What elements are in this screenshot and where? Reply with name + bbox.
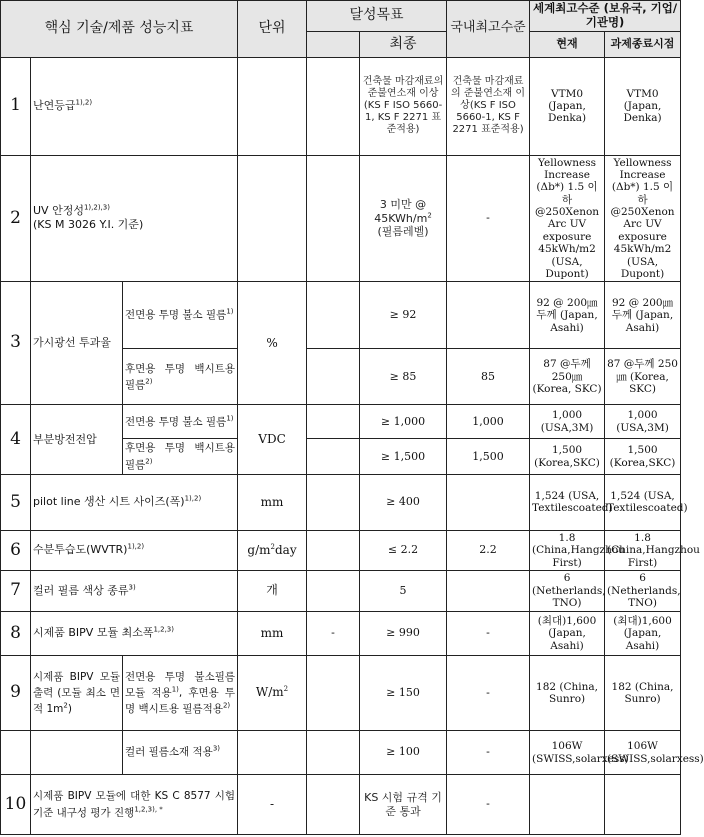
world-current-value: 87 @두께 250㎛ (Korea, SKC) <box>530 349 605 405</box>
unit-cell: $W/m^2$ <box>238 656 307 731</box>
domestic-value: - <box>447 612 530 656</box>
world-current-value: 1,000 (USA,3M) <box>530 405 605 439</box>
world-current-value <box>530 775 605 835</box>
sub-metric: 후면용 투명 백시트용 필름$^{2)}$ <box>123 349 238 405</box>
world-end-value: 1,000 (USA,3M) <box>605 405 681 439</box>
target-value: ≤ 2.2 <box>360 530 447 570</box>
world-current-value: VTM0 (Japan, Denka) <box>530 57 605 155</box>
target-value: ≥ 1,000 <box>360 405 447 439</box>
target-blank <box>307 349 360 405</box>
domestic-value: 1,000 <box>447 405 530 439</box>
header-row-top <box>1 1 681 32</box>
header-world: 세계최고수준 (보유국, 기업/기관명) <box>530 1 681 32</box>
table-row <box>1 775 681 835</box>
world-end-value: 182 (China, Sunro) <box>605 656 681 731</box>
target-blank <box>307 439 360 475</box>
target-blank <box>307 656 360 731</box>
target-value: KS 시험 규격 기준 통과 <box>360 775 447 835</box>
sub-metric: 전면용 투명 불소필름 모듈 적용$^{1)}$, 후면용 투명 백시트용 필름적용$^{2)}$ <box>123 656 238 731</box>
target-value: 5 <box>360 571 447 612</box>
metric-name: 수분투습도(WVTR)$^{1),2)}$ <box>31 530 238 570</box>
header-target-final: 최종 <box>360 31 447 57</box>
target-value: ≥ 1,500 <box>360 439 447 475</box>
table-row <box>1 571 681 612</box>
row-number: 10 <box>1 775 31 835</box>
unit-cell: VDC <box>238 405 307 475</box>
domestic-value: 건축물 마감재료의 준불연소재 이상(KS F ISO 5660-1, KS F 2271 표준적용) <box>447 57 530 155</box>
metric-name: 부분방전전압 <box>31 405 123 475</box>
metric-name: pilot line 생산 시트 사이즈(폭)$^{1),2)}$ <box>31 474 238 530</box>
domestic-value: - <box>447 656 530 731</box>
unit-cell <box>238 155 307 282</box>
world-end-value: 87 @두께 250㎛ (Korea, SKC) <box>605 349 681 405</box>
header-domestic: 국내최고수준 <box>447 1 530 58</box>
table-row <box>1 57 681 155</box>
metric-name: 시제품 BIPV 모듈에 대한 KS C 8577 시험기준 내구성 평가 진행$^{1,2,3), *}$ <box>31 775 238 835</box>
row-number: 5 <box>1 474 31 530</box>
table-row <box>1 530 681 570</box>
world-end-value: VTM0 (Japan, Denka) <box>605 57 681 155</box>
target-blank <box>307 731 360 775</box>
target-value: 건축물 마감재료의 준불연소재 이상(KS F ISO 5660-1, KS F 2271 표준적용) <box>360 57 447 155</box>
target-blank <box>307 405 360 439</box>
target-value: ≥ 85 <box>360 349 447 405</box>
table-row <box>1 474 681 530</box>
world-end-value: 92 @ 200㎛ 두께 (Japan, Asahi) <box>605 282 681 349</box>
target-value: ≥ 990 <box>360 612 447 656</box>
target-left-value: - <box>307 612 360 656</box>
target-blank <box>307 155 360 282</box>
metric-name: 컬러 필름 색상 종류$^{3)}$ <box>31 571 238 612</box>
world-current-value: 1,500 (Korea,SKC) <box>530 439 605 475</box>
target-blank <box>307 282 360 349</box>
target-value: ≥ 100 <box>360 731 447 775</box>
target-value: ≥ 150 <box>360 656 447 731</box>
world-current-value: (최대)1,600 (Japan, Asahi) <box>530 612 605 656</box>
unit-cell: mm <box>238 474 307 530</box>
domestic-value: 85 <box>447 349 530 405</box>
row-number: 8 <box>1 612 31 656</box>
table-row <box>1 155 681 282</box>
world-current-value: 182 (China, Sunro) <box>530 656 605 731</box>
world-current-value: 1,524 (USA, Textilescoated) <box>530 474 605 530</box>
world-current-value: 6 (Netherlands, TNO) <box>530 571 605 612</box>
world-end-value: 1,500 (Korea,SKC) <box>605 439 681 475</box>
world-end-value: 106W (SWISS,solarxess) <box>605 731 681 775</box>
world-end-value <box>605 775 681 835</box>
world-end-value: (최대)1,600 (Japan, Asahi) <box>605 612 681 656</box>
header-target-blank <box>307 31 360 57</box>
world-end-value: 6 (Netherlands, TNO) <box>605 571 681 612</box>
target-value: ≥ 400 <box>360 474 447 530</box>
domestic-value: - <box>447 155 530 282</box>
sub-metric: 전면용 투명 불소 필름$^{1)}$ <box>123 405 238 439</box>
row-number: 7 <box>1 571 31 612</box>
world-end-value: 1,524 (USA, Textilescoated) <box>605 474 681 530</box>
metric-name: 시제품 BIPV 모듈 출력 (모듈 최소 면적 $1m^2$) <box>31 656 123 731</box>
header-world-current: 현재 <box>530 31 605 57</box>
row-number-blank <box>1 731 31 775</box>
domestic-value <box>447 474 530 530</box>
target-value: ≥ 92 <box>360 282 447 349</box>
unit-cell: - <box>238 775 307 835</box>
table-row <box>1 282 681 349</box>
world-end-value: 1.8 (China,Hangzhou First) <box>605 530 681 570</box>
header-unit: 단위 <box>238 1 307 58</box>
metric-name: 난연등급$^{1),2)}$ <box>31 57 238 155</box>
sub-metric: 컬러 필름소재 적용$^{3)}$ <box>123 731 238 775</box>
unit-cell <box>238 57 307 155</box>
world-current-value: 92 @ 200㎛ 두께 (Japan, Asahi) <box>530 282 605 349</box>
unit-cell: mm <box>238 612 307 656</box>
domestic-value <box>447 571 530 612</box>
target-blank <box>307 530 360 570</box>
row-number: 3 <box>1 282 31 405</box>
target-value: 3 미만 @ $45KWh/m^2$ (필름레벨) <box>360 155 447 282</box>
domestic-value: 1,500 <box>447 439 530 475</box>
unit-cell: 개 <box>238 571 307 612</box>
target-blank <box>307 571 360 612</box>
unit-cell: % <box>238 282 307 405</box>
header-target: 달성목표 <box>307 1 447 32</box>
world-current-value: 1.8 (China,Hangzhou First) <box>530 530 605 570</box>
world-current-value: Yellowness Increase (Δb*) 1.5 이하 @250Xenon Arc UV exposure 45kWh/m2 (USA, Dupont) <box>530 155 605 282</box>
metric-blank <box>31 731 123 775</box>
target-blank <box>307 474 360 530</box>
header-world-end: 과제종료시점 <box>605 31 681 57</box>
domestic-value: 2.2 <box>447 530 530 570</box>
target-blank <box>307 57 360 155</box>
metric-name: 시제품 BIPV 모듈 최소폭$^{1,2,3)}$ <box>31 612 238 656</box>
unit-blank <box>238 731 307 775</box>
row-number: 2 <box>1 155 31 282</box>
sub-metric: 전면용 투명 불소 필름$^{1)}$ <box>123 282 238 349</box>
table-row <box>1 656 681 731</box>
sub-metric: 후면용 투명 백시트용 필름$^{2)}$ <box>123 439 238 475</box>
row-number: 1 <box>1 57 31 155</box>
table-row <box>1 731 681 775</box>
world-end-value: Yellowness Increase (Δb*) 1.5 이하 @250Xenon Arc UV exposure 45kWh/m2 (USA, Dupont) <box>605 155 681 282</box>
row-number: 4 <box>1 405 31 475</box>
world-current-value: 106W (SWISS,solarxess) <box>530 731 605 775</box>
domestic-value: - <box>447 775 530 835</box>
target-blank <box>307 775 360 835</box>
domestic-value: - <box>447 731 530 775</box>
unit-cell: $g/m^2day$ <box>238 530 307 570</box>
table-row <box>1 612 681 656</box>
row-number: 9 <box>1 656 31 731</box>
header-metric: 핵심 기술/제품 성능지표 <box>1 1 238 58</box>
metric-name: 가시광선 투과율 <box>31 282 123 405</box>
metric-name: UV 안정성$^{1),2),3)}$ (KS M 3026 Y.I. 기준) <box>31 155 238 282</box>
table-row <box>1 405 681 439</box>
row-number: 6 <box>1 530 31 570</box>
domestic-value <box>447 282 530 349</box>
